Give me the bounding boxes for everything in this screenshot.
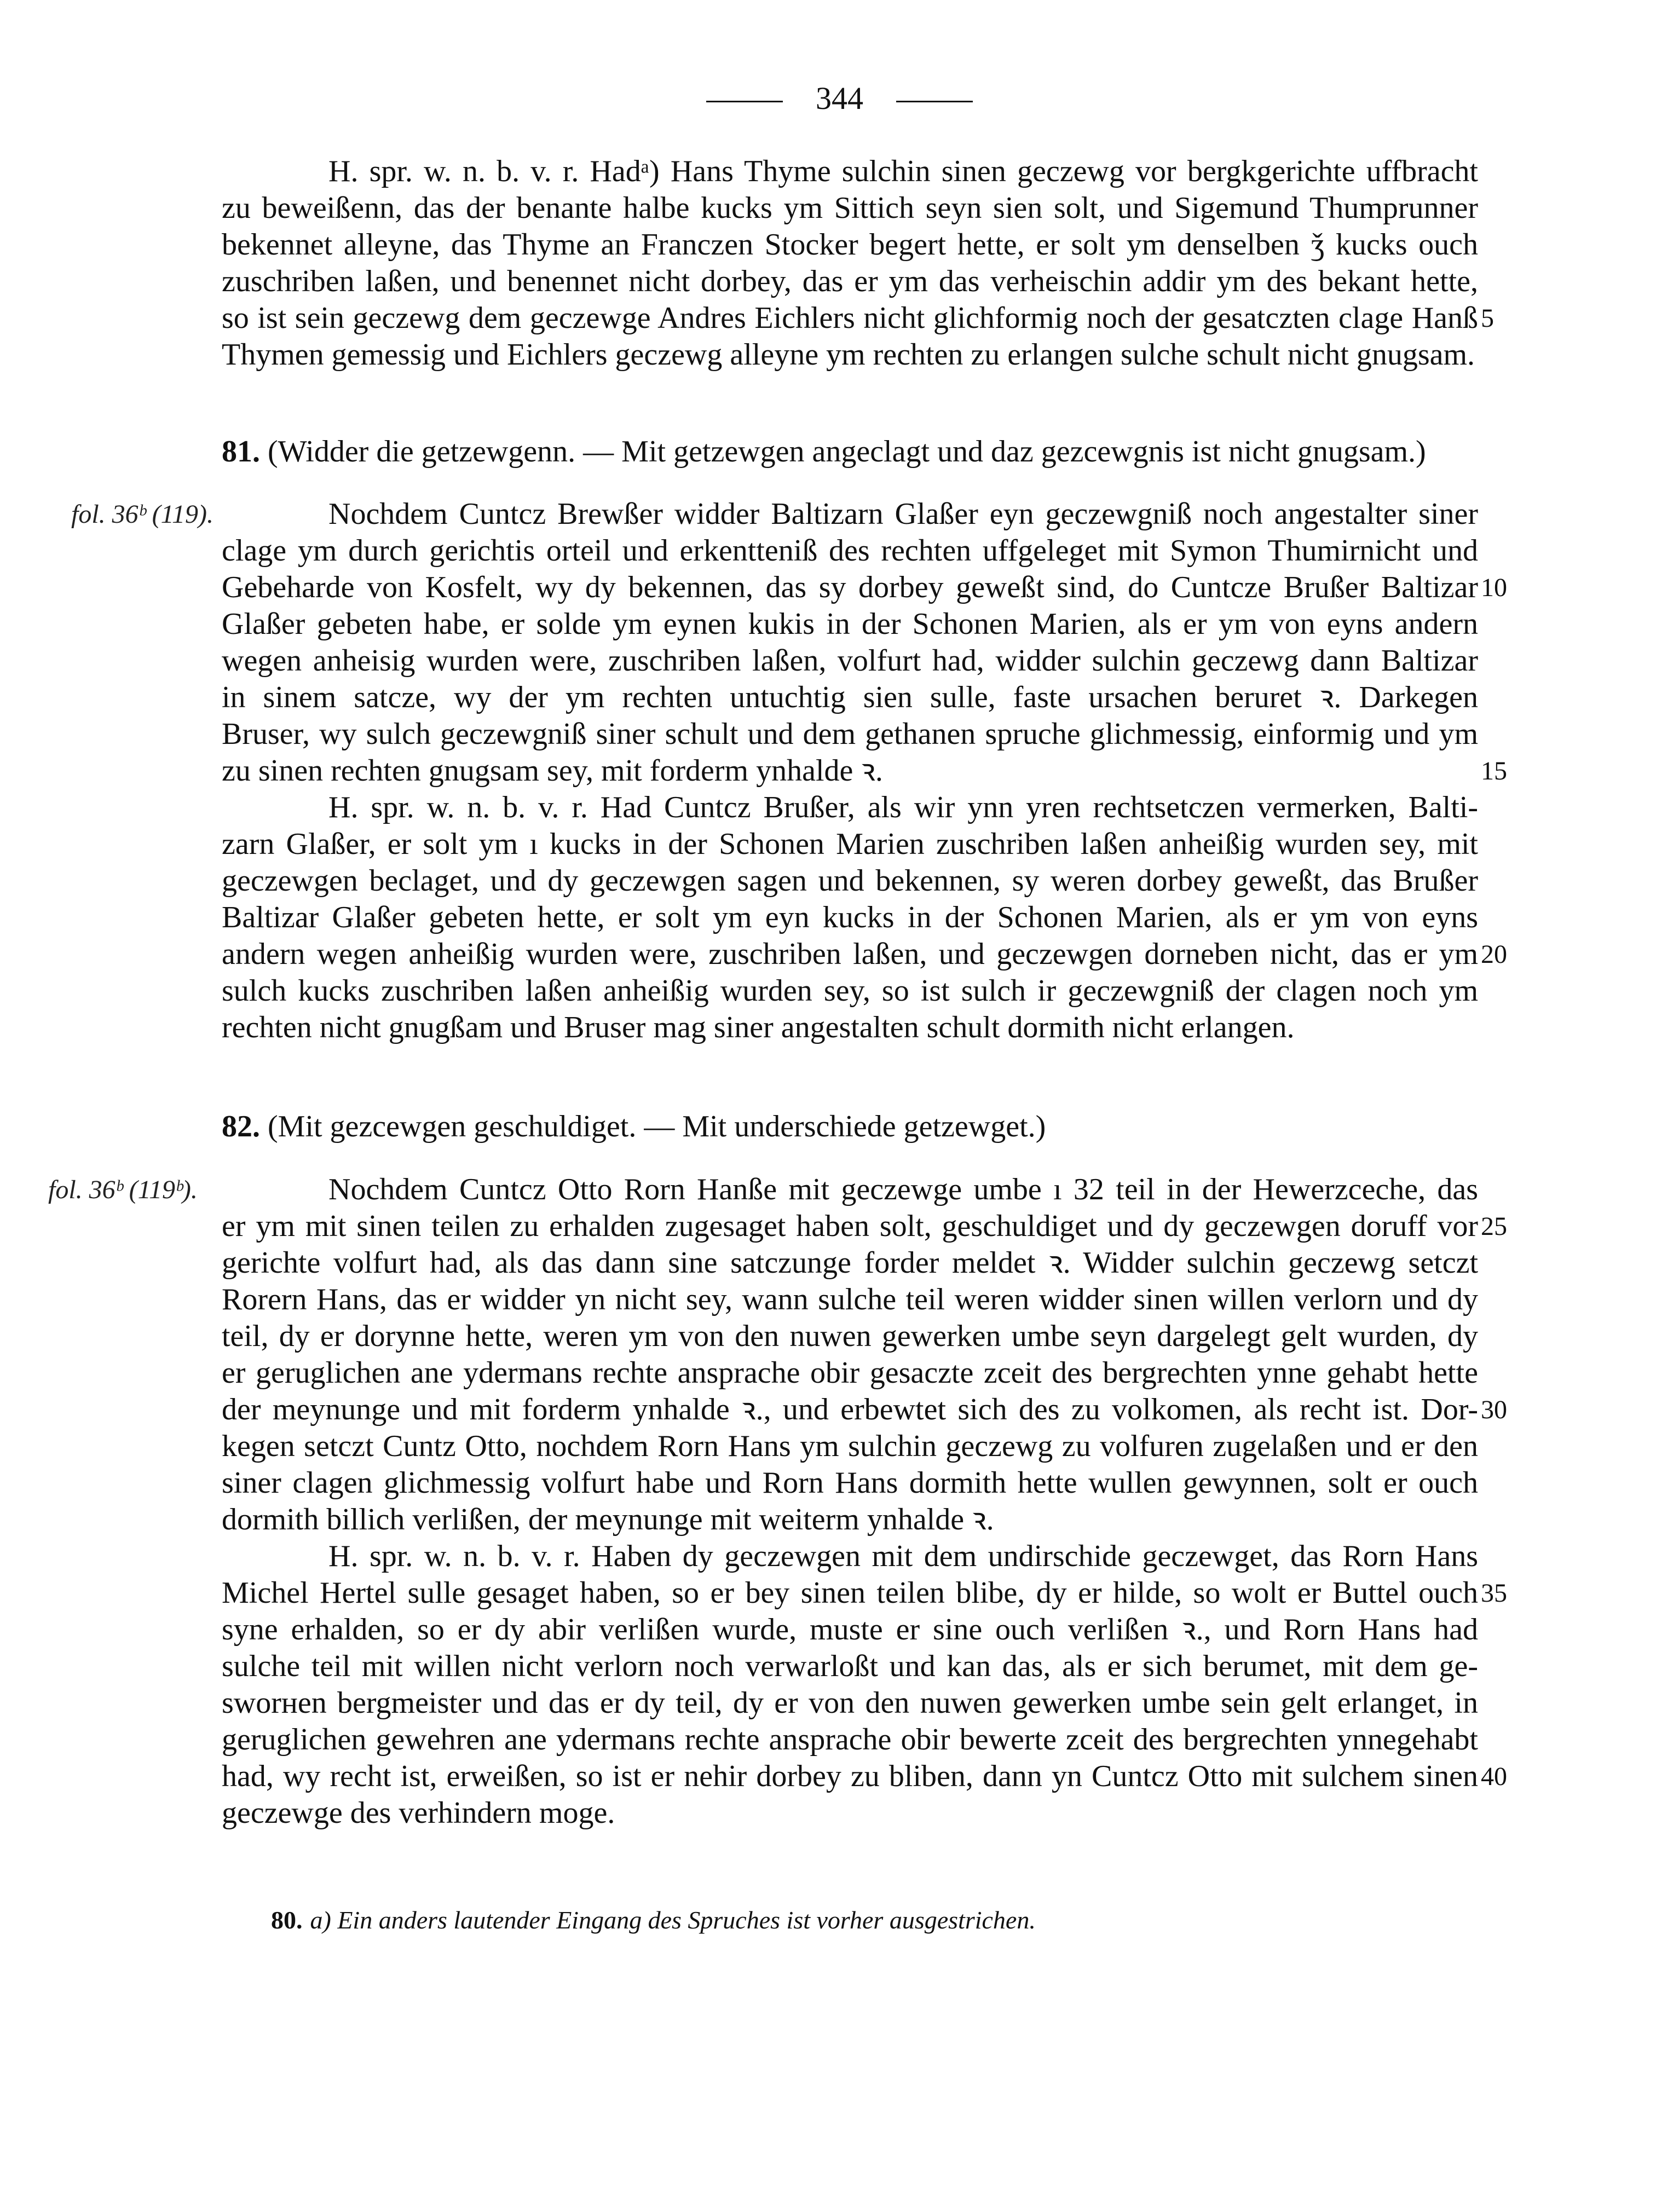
text-line: zu sinen rechten gnugsam sey, mit forderm ynhalde ꝛ. bbox=[222, 754, 883, 788]
text-line: rechten nicht gnugßam und Bruser mag siner angestalten schult dormith nicht erlangen. bbox=[222, 1010, 1295, 1044]
line-number: 30 bbox=[1481, 1395, 1507, 1424]
text-line: H. spr. w. n. b. v. r. Hadᵃ) Hans Thyme sulchin sinen geczewg vor bergkgerichte uffbracht bbox=[328, 154, 1478, 188]
text-line: Thymen gemessig und Eichlers geczewg alleyne ym rechten zu erlangen sulche schult nicht gnugsam. bbox=[222, 338, 1475, 372]
section-81-heading bbox=[222, 434, 1481, 470]
folio-reference: fol. 36ᵇ (119). bbox=[71, 500, 214, 529]
text-line: gerichte volfurt had, als das dann sine satczunge forder meldet ꝛ. Widder sulchin geczewg setczt bbox=[222, 1246, 1478, 1280]
text-line: er ym mit sinen teilen zu erhalden zugesaget haben solt, geschuldiget und dy geczewgen doruff vor bbox=[222, 1209, 1478, 1243]
text-line: teil, dy er dorynne hette, weren ym von den nuwen gewerken umbe seyn dargelegt gelt wurden, dy bbox=[222, 1319, 1478, 1353]
text-line: geczewgen beclaget, und dy geczewgen sagen und bekennen, sy weren dorbey geweßt, das Brußer bbox=[222, 864, 1478, 898]
text-line: Glaßer gebeten habe, er solde ym eynen kukis in der Schonen Marien, als er ym von eyns andern bbox=[222, 607, 1478, 641]
line-number: 35 bbox=[1481, 1579, 1507, 1608]
text-line: H. spr. w. n. b. v. r. Had Cuntcz Brußer, als wir ynn yren rechtsetczen vermerken, Balti- bbox=[328, 790, 1478, 824]
text-line: Baltizar Glaßer gebeten hette, er solt ym eyn kucks in der Schonen Marien, als er ym von eyns bbox=[222, 900, 1478, 934]
line-number: 10 bbox=[1481, 573, 1507, 602]
text-line: Nochdem Cuntcz Otto Rorn Hanße mit geczewge umbe ı 32 teil in der Hewerzceche, das bbox=[328, 1173, 1478, 1206]
text-line: andern wegen anheißig wurden were, zuschriben laßen, und geczewgen dorneben nicht, das er ym bbox=[222, 937, 1478, 971]
page-number-text: 344 bbox=[816, 80, 863, 116]
text-line: dormith billich verlißen, der meynunge mit weiterm ynhalde ꝛ. bbox=[222, 1503, 994, 1537]
paragraph-80-ruling bbox=[222, 153, 1478, 373]
text-line: sworнen bergmeister und das er dy teil, dy er von den nuwen gewerken umbe sein gelt erlanget, in bbox=[222, 1686, 1478, 1720]
text-line: Nochdem Cuntcz Brewßer widder Baltizarn Glaßer eyn geczewgniß noch angestalter siner bbox=[328, 497, 1478, 531]
text-line: had, wy recht ist, erweißen, so ist er nehir dorbey zu bliben, dann yn Cuntcz Otto mit sulchem sinen bbox=[222, 1759, 1478, 1793]
text-line: geczewge des verhindern moge. bbox=[222, 1796, 615, 1830]
text-line: der meynunge und mit forderm ynhalde ꝛ., und erbewtet sich des zu volkomen, als recht ist. Dor- bbox=[222, 1393, 1478, 1426]
text-line: er geruglichen ane ydermans rechte ansprache obir gesaczte zceit des bergrechten ynne gehabt hette bbox=[222, 1356, 1478, 1390]
page-number-rule-right bbox=[896, 101, 973, 102]
text-line: geruglichen gewehren ane ydermans rechte ansprache obir bewerte zceit des bergrechten ynnegehabt bbox=[222, 1723, 1478, 1757]
text-line: zu beweißenn, das der benante halbe kucks ym Sittich seyn sien solt, und Sigemund Thumprunner bbox=[222, 191, 1478, 225]
section-title: (Widder die getzewgenn. — Mit getzewgen angeclagt und daz gezcewgnis ist nicht gnugsam.) bbox=[268, 435, 1426, 469]
text-line: Michel Hertel sulle gesaget haben, so er bey sinen teilen blibe, dy er hilde, so wolt er Buttel ouch bbox=[222, 1576, 1478, 1610]
line-number: 25 bbox=[1481, 1212, 1507, 1241]
text-line: H. spr. w. n. b. v. r. Haben dy geczewgen mit dem undirschide geczewget, das Rorn Hans bbox=[328, 1539, 1478, 1573]
section-title: (Mit gezcewgen geschuldiget. — Mit underschiede getzewget.) bbox=[268, 1110, 1046, 1143]
text-line: in sinem satcze, wy der ym rechten untuchtig sien sulle, faste ursachen beruret ꝛ. Darkegen bbox=[222, 680, 1478, 714]
text-line: siner clagen glichmessig volfurt habe und Rorn Hans dormith hette wullen gewynnen, solt er ouch bbox=[222, 1466, 1478, 1500]
line-number: 40 bbox=[1481, 1762, 1507, 1791]
line-number: 15 bbox=[1481, 756, 1507, 786]
line-number: 5 bbox=[1481, 304, 1494, 333]
footnote-text: a) Ein anders lautender Eingang des Spruches ist vorher ausgestrichen. bbox=[310, 1906, 1036, 1934]
text-line: syne erhalden, so er dy abir verlißen wurde, muste er sine ouch verlißen ꝛ., und Rorn Hans had bbox=[222, 1613, 1478, 1647]
text-line: wegen anheisig wurden were, zuschriben laßen, volfurt had, widder sulchin geczewg dann Baltizar bbox=[222, 644, 1478, 678]
text-line: clage ym durch gerichtis orteil und erkentteniß des rechten uffgeleget mit Symon Thumirnicht und bbox=[222, 534, 1478, 568]
footnote-number: 80. bbox=[271, 1906, 303, 1934]
text-line: sulche teil mit willen nicht verlorn noch verwarloßt und kan das, als er sich berumet, mit dem ge- bbox=[222, 1649, 1478, 1683]
text-line: sulch kucks zuschriben laßen anheißig wurden sey, so ist sulch ir geczewgniß der clagen noch ym bbox=[222, 974, 1478, 1008]
folio-reference: fol. 36ᵇ (119ᵇ). bbox=[48, 1175, 198, 1204]
page-number-rule-left bbox=[706, 101, 783, 102]
text-line: Rorern Hans, das er widder yn nicht sey, wann sulche teil weren widder sinen willen verlorn und dy bbox=[222, 1283, 1478, 1316]
text-line: so ist sein geczewg dem geczewge Andres Eichlers nicht glichformig noch der gesatczten clage Hanß bbox=[222, 301, 1478, 335]
section-number: 82. bbox=[222, 1110, 260, 1143]
text-line: bekennet alleyne, das Thyme an Franczen Stocker begert hette, er solt ym denselben ǯ kucks ouch bbox=[222, 228, 1478, 262]
page-number bbox=[0, 77, 1679, 120]
text-line: zuschriben laßen, und benennet nicht dorbey, das er ym das verheischin addir ym des bekant hette, bbox=[222, 264, 1478, 298]
paragraph-82 bbox=[222, 1171, 1478, 1832]
text-line: zarn Glaßer, er solt ym ı kucks in der Schonen Marien zuschriben laßen anheißig wurden sey, mit bbox=[222, 827, 1478, 861]
text-line: Bruser, wy sulch geczewgniß siner schult und dem gethanen spruche glichmessig, einformig und ym bbox=[222, 717, 1478, 751]
footnote bbox=[271, 1903, 1036, 1938]
section-number: 81. bbox=[222, 435, 260, 469]
line-number: 20 bbox=[1481, 940, 1507, 969]
text-line: kegen setczt Cuntz Otto, nochdem Rorn Hans ym sulchin geczewg zu volfuren zugelaßen und er den bbox=[222, 1429, 1478, 1463]
paragraph-81 bbox=[222, 496, 1478, 1046]
text-line: Gebeharde von Kosfelt, wy dy bekennen, das sy dorbey geweßt sind, do Cuntcze Brußer Baltizar bbox=[222, 570, 1478, 604]
section-82-heading bbox=[222, 1108, 1481, 1145]
